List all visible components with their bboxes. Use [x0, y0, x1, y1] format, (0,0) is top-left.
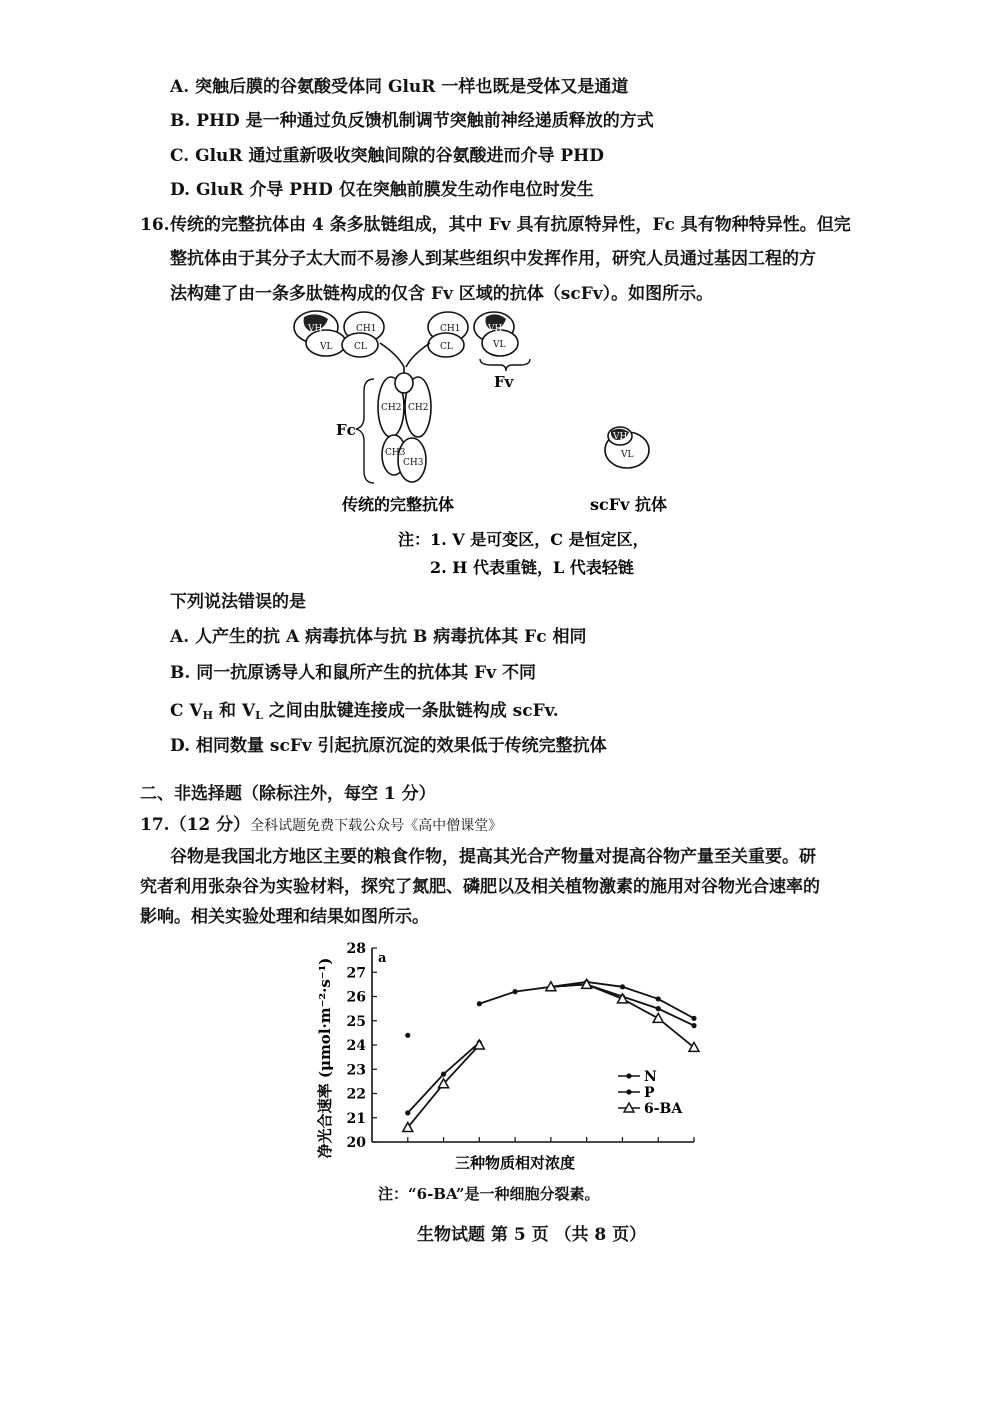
q17-stem-line1: 谷物是我国北方地区主要的粮食作物，提高其光合产物量对提高谷物产量至关重要。研	[170, 847, 816, 867]
caption-traditional-antibody: 传统的完整抗体	[342, 495, 455, 514]
y-tick-label: 23	[346, 1062, 366, 1079]
cl-label-left: CL	[354, 342, 367, 352]
fv-label: Fv	[494, 373, 514, 391]
q16-stem-line1: 传统的完整抗体由 4 条多肽链组成，其中 Fv 具有抗原特异性，Fc 具有物种特异性。但完	[170, 215, 851, 235]
legend-marker-P	[626, 1089, 631, 1094]
point-P	[691, 1023, 696, 1028]
ch2-label-left: CH2	[381, 403, 402, 413]
fc-label: Fc	[336, 421, 356, 439]
q15-option-a: A. 突触后膜的谷氨酸受体同 GluR 一样也既是受体又是通道	[170, 77, 629, 97]
vh-label-right: VH	[488, 324, 503, 334]
point-N	[620, 984, 625, 989]
scfv-vh-label: VH	[613, 432, 628, 442]
antibody-figure	[280, 305, 700, 585]
chart-y-axis-label: 净光合速率 (μmol·m⁻²·s⁻¹)	[316, 957, 334, 1159]
q16-stem-line3: 法构建了由一条多肽链构成的仅含 Fv 区域的抗体（scFv）。如图所示。	[170, 284, 714, 304]
q16-stem-line2: 整抗体由于其分子太大而不易渗人到某些组织中发挥作用，研究人员通过基因工程的方	[170, 249, 816, 269]
y-tick-label: 27	[346, 965, 366, 982]
legend-marker-N	[626, 1073, 631, 1078]
point-P	[405, 1110, 410, 1115]
ch2-label-right: CH2	[408, 403, 429, 413]
point-N	[691, 1016, 696, 1021]
legend-label-6-BA: 6-BA	[644, 1101, 683, 1117]
chart-x-axis-label: 三种物质相对浓度	[454, 1154, 576, 1172]
q15-option-d: D. GluR 介导 PHD 仅在突触前膜发生动作电位时发生	[170, 180, 594, 200]
vl-label-right: VL	[493, 340, 506, 350]
page-footer: 生物试题 第 5 页 （共 8 页）	[417, 1225, 647, 1245]
q15-option-c: C. GluR 通过重新吸收突触间隙的谷氨酸进而介导 PHD	[170, 146, 604, 166]
y-tick-label: 26	[346, 989, 366, 1006]
vl-label-left: VL	[320, 342, 333, 352]
point-N	[477, 1001, 482, 1006]
scfv-vl-label: VL	[621, 450, 634, 460]
y-tick-label: 24	[346, 1038, 366, 1054]
point-P	[656, 1006, 661, 1011]
y-tick-label: 25	[346, 1013, 366, 1030]
watermark-text: 全科试题免费下载公众号《高中僧课堂》	[250, 818, 503, 834]
ch1-label-right: CH1	[440, 324, 461, 334]
q16-question: 下列说法错误的是	[170, 592, 306, 612]
q17-points: （12 分）	[169, 815, 251, 835]
q17-stem-line3: 影响。相关实验处理和结果如图所示。	[140, 907, 429, 927]
q17-header	[140, 814, 502, 837]
q15-option-b: B. PHD 是一种通过负反馈机制调节突触前神经递质释放的方式	[170, 111, 654, 131]
caption-scfv-antibody: scFv 抗体	[590, 495, 667, 514]
series-line-P	[551, 984, 694, 1025]
q16-option-a: A. 人产生的抗 A 病毒抗体与抗 B 病毒抗体其 Fc 相同	[170, 627, 587, 647]
q16-option-d: D. 相同数量 scFv 引起抗原沉淀的效果低于传统完整抗体	[170, 736, 607, 756]
ch3-label-right: CH3	[403, 458, 424, 468]
fc-brace	[356, 379, 374, 483]
vh-label-left: VH	[308, 324, 323, 334]
photosynthesis-chart	[300, 930, 720, 1180]
legend-label-N: N	[644, 1069, 657, 1085]
y-tick-label: 28	[346, 941, 366, 957]
y-tick-label: 21	[346, 1110, 366, 1127]
legend-label-P: P	[644, 1085, 655, 1101]
cl-label-right: CL	[440, 342, 453, 352]
point-P	[441, 1072, 446, 1077]
fv-bracket	[480, 359, 530, 371]
section-2-title: 二、非选择题（除标注外，每空 1 分）	[140, 784, 436, 804]
q16-option-c: C $V_H$ 和 $V_L$ 之间由肽键连接成一条肽链构成 scFv.	[170, 701, 559, 722]
y-tick-label: 22	[346, 1086, 366, 1103]
y-tick-label: 20	[346, 1135, 366, 1151]
q17-stem-line2: 究者利用张杂谷为实验材料，探究了氮肥、磷肥以及相关植物激素的施用对谷物光合速率的	[140, 877, 820, 897]
q16-option-b: B. 同一抗原诱导人和鼠所产生的抗体其 Fv 不同	[170, 663, 536, 683]
point-N	[405, 1033, 410, 1038]
chart-panel-label: a	[378, 951, 387, 966]
point-N	[513, 989, 518, 994]
ch1-label-left: CH1	[356, 324, 377, 334]
ch3-label-left: CH3	[385, 448, 406, 458]
q17-number: 17.	[140, 815, 170, 835]
chart-note: 注：“6-BA”是一种细胞分裂素。	[378, 1185, 600, 1203]
figure-note-1: 注：1. V 是可变区，C 是恒定区，	[398, 530, 649, 549]
point-N	[656, 996, 661, 1001]
q16-number: 16.	[140, 215, 170, 235]
point-6-BA	[653, 1013, 663, 1022]
figure-note-2: 2. H 代表重链，L 代表轻链	[430, 558, 634, 577]
